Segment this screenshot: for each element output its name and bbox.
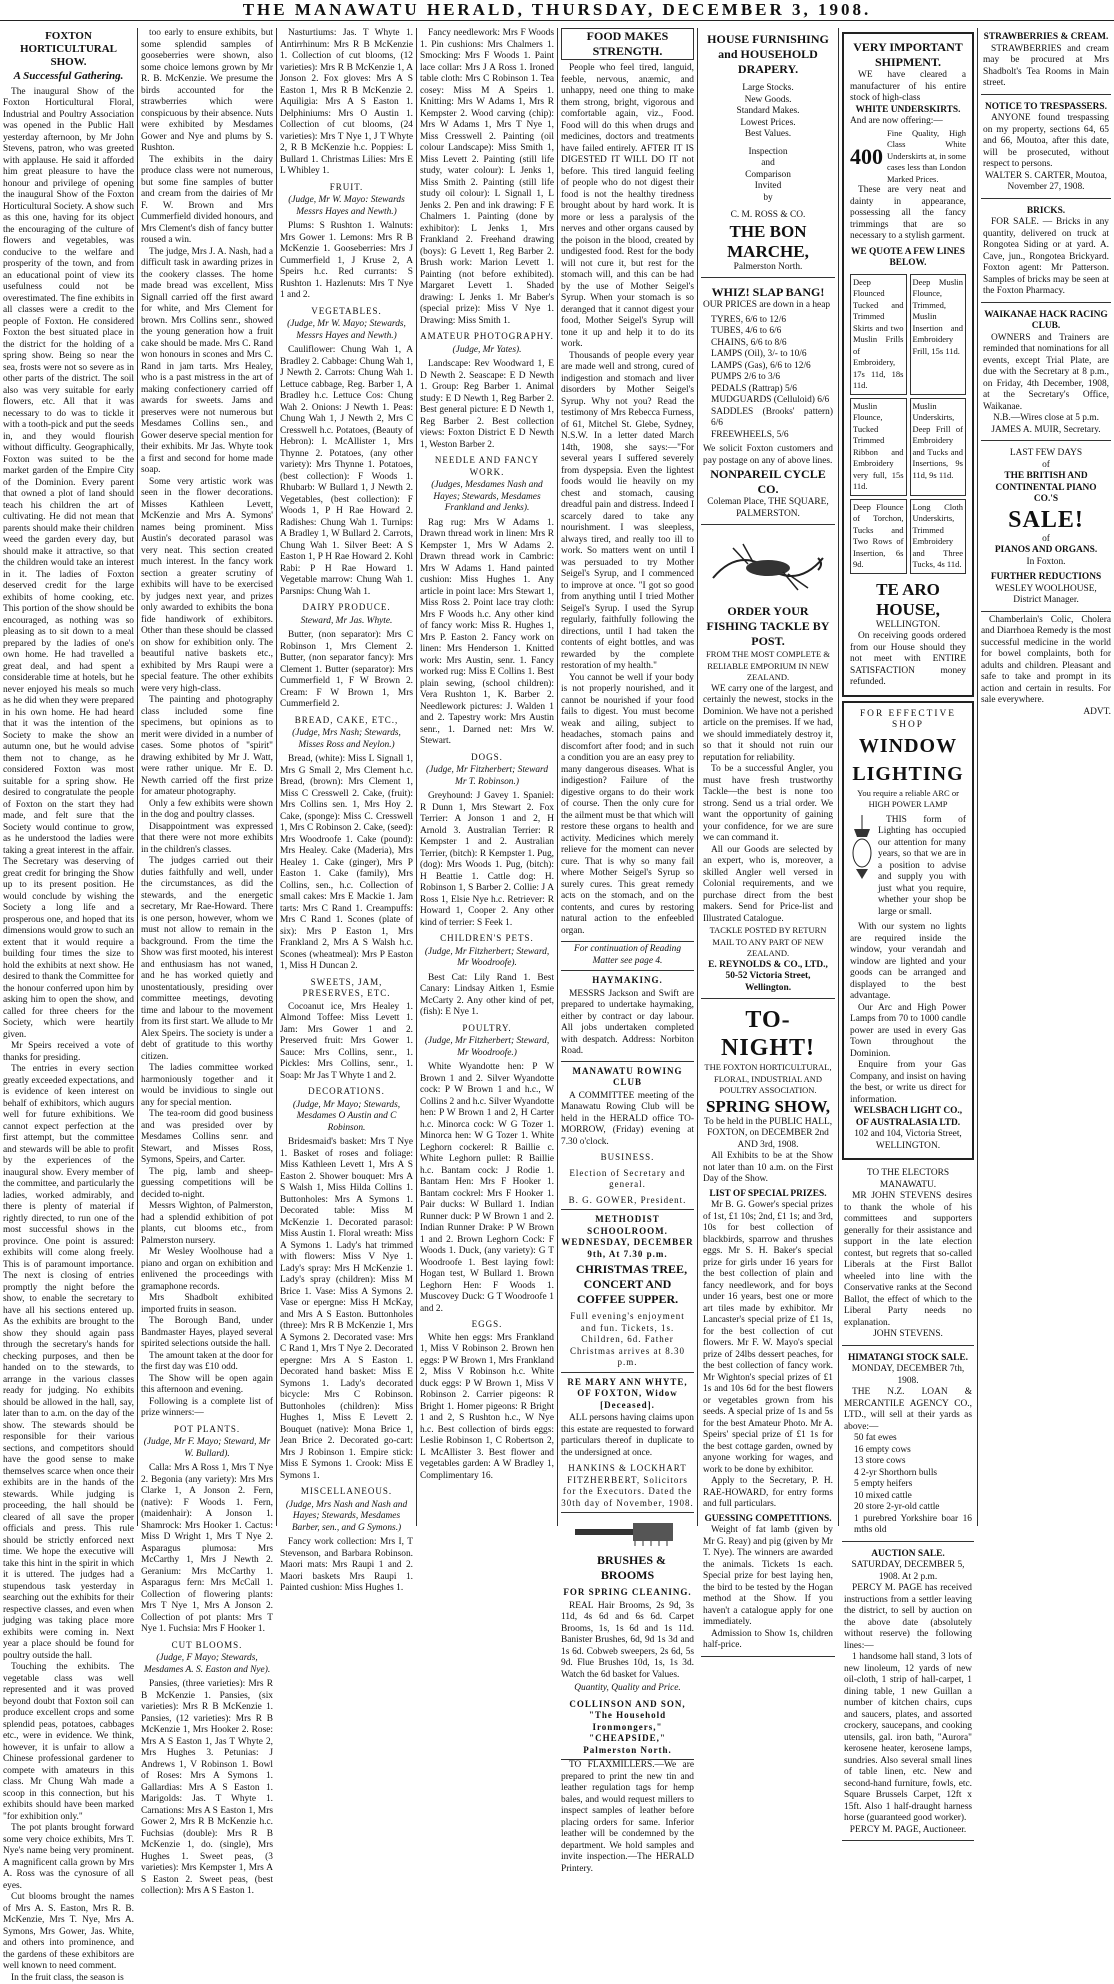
section-note: (Judge, Mrs Nash; Stewards, Misses Ross and Neylon.)	[280, 728, 413, 751]
article-paragraph: The tea-room did good business and was presided over by Mesdames Collins senr. and Stewart, and Misses Ross, Symons, Speirs, and Carter.	[141, 1109, 273, 1167]
ad-list-item: Standard Makes.	[703, 106, 833, 118]
ad-paragraph: MESSRS Jackson and Swift are prepared to undertake haymaking, either by contract or day labour. All jobs undertaken completed with despatch. Address: Norbiton Road.	[561, 989, 694, 1058]
ad-paragraph: On receiving goods ordered from our House should they not meet with ENTIRE SATISFACTION money refunded.	[850, 631, 966, 689]
ad-text: And are now offering:—	[850, 116, 966, 128]
piano-sale-advert	[981, 444, 1111, 612]
article-paragraph: The pot plants brought forward some very choice exhibits, Mrs T. Nye's name being very prominent. A magnificent calla grown by Mrs A. Ross was the cynosure of all eyes.	[3, 1823, 134, 1892]
article-paragraph: The amount taken at the door for the first day was £10 odd.	[141, 1351, 273, 1374]
column-6	[698, 28, 838, 1526]
strawberries-notice	[981, 28, 1111, 95]
price-list-item: FREEWHEELS, 5/6	[711, 430, 833, 442]
ad-paragraph: Mr B. G. Gower's special prizes of 1st, £1 10s; 2nd, £1 1s; and 3rd, 10s for best collection of blackbirds, sparrow and thrushes eggs. Mr S. H. Baker's special prize for girls under 16 years for the best collection of plain and fancy needlework, and for boys under 16 years, best one or more art tiles made by exhibitor. Mr Lancaster's special prize of £1 1s, for the best collection of cut flowers. Mr F. W. Mayo's special prize of 24lbs dessert peaches, for the best collection of fancy work. Mr Wighton's special prizes of £1 1s and 10s 6d for the best flowers or vegetables grown from his seeds. A special prize of 1s and 5s for the best Amateur Photo. Mr A. Speirs' special prize of £1 1s for the best cottage garden, owned by anyone working for wages, and work to be done by exhibitor.	[703, 1200, 833, 1476]
price-list-item: CHAINS, 6/6 to 8/6	[711, 338, 833, 350]
article-paragraph: Disappointment was expressed that there were not more exhibits in the children's classes.	[141, 822, 273, 857]
column-5	[558, 28, 697, 1526]
ad-list-item: by	[703, 193, 833, 205]
ad-subheading: LIST OF SPECIAL PRIZES.	[703, 1189, 833, 1201]
prize-list: Plums: S Rushton 1. Walnuts: Mrs Gower 1. Lemons: Mrs R B McKenzie 1. Gooseberries: Mrs J Cummerfield 1, J Kruse 2, A Speirs h.c. Red currants: S Rushton 1. Hazlenuts: Mrs T Nye 1 and 2.	[280, 221, 413, 302]
stock-list-item: 1 purebred Yorkshire boar 16 mths old	[854, 1514, 972, 1537]
prize-list: Fancy needlework: Mrs F Woods 1. Pin cushions: Mrs Chalmers 1. Smocking: Mrs F Woods 1. Paint lace collar: Mrs J A Ross 1. Ironed table cloth: Mrs C Robinson 1. Tea cosey: Miss M A Speirs 1. Knitting: Mrs W Adams 1, Mrs R Kempster 2. Wood carving (chip): Mrs W Adams 1, Mrs T Nye 1, Miss Cresswell 2. Painting (oil colour Landscape): Miss Smith 1, Miss Levett 2. Painting (still life study, water colour): L Jenks 1, Miss Smith 2. Painting (still life study oil colour): L Signall 1, L Jenks 2. Pen and ink drawing: F E Chalmers 1. Painting (done by exhibitor): L Jenks 1, Mrs Frankland 2. Freehand drawing (boys): G Levett 1, Reg Barber 2. Brush work: Marion Levett 1. Painting (not before exhibited). Margaret Levett 1. Shaded drawing: L Jenks 1. Mr Baber's (special prize): Miss V Nye 1. Drawing: Miss Smith 1.	[420, 28, 554, 327]
ad-firm: C. M. ROSS & CO.	[703, 210, 833, 222]
article-paragraph: In the fruit class, the season is	[3, 1973, 134, 1984]
ad-paragraph: Enquire from your Gas Company, and insist on having the best, or write us direct for information.	[850, 1060, 966, 1106]
prize-list: Butter, (non separator): Mrs C Robinson 1, Mrs Clement 2. Butter, (non separator fancy): Mrs Clement 1. Butter (separator): Mrs Cummerfield 1, F W Brown 2. Cream: F W Brown 1, Mrs Cummerfield 2.	[280, 630, 413, 711]
ad-paragraph: With our system no lights are required inside the window, your verandah and window are lighted and your goods can be arranged and displayed to the best advantage.	[850, 922, 966, 1003]
price-list-item: TUBES, 4/6 to 6/6	[711, 326, 833, 338]
ad-heading: FOOD MAKES STRENGTH.	[561, 28, 694, 60]
ad-list-item: Lowest Prices.	[703, 118, 833, 130]
ad-paragraph: Weight of fat lamb (given by Mr G. Reay) and pig (given by Mr T. Nye). The winners are awarded the animals. Tickets 1s each. Special prize for best laying hen, the bird to be tested by the Hogan method at the Show. If you haven't a catalogue apply for one immediately.	[703, 1525, 833, 1629]
section-heading: EGGS.	[420, 1319, 554, 1331]
section-note: Steward, Mr Jas. Whyte.	[280, 616, 413, 628]
section-note: (Judge, Mr F. Mayo; Steward, Mr W. Bullard).	[141, 1437, 273, 1460]
column-8	[978, 28, 1114, 1526]
ad-subheading: WHITE UNDERSKIRTS.	[850, 105, 966, 117]
ad-subheading: WE QUOTE A FEW LINES BELOW.	[850, 247, 966, 270]
section-heading: DOGS.	[420, 752, 554, 764]
stock-list-item: 13 store cows	[854, 1456, 972, 1468]
ad-paragraph: THIS form of Lighting has occupied our attention for many years, so that we are in a position to advise and supply you with just what you require, whether your shop be large or small.	[878, 815, 966, 919]
ad-paragraph: Admission to Show 1s, children half-price.	[703, 1629, 833, 1652]
ad-signature: COLLINSON AND SON, "The Household Ironmongers," "CHEAPSIDE," Palmerston North.	[561, 1699, 694, 1757]
ad-heading: STRAWBERRIES & CREAM.	[983, 32, 1109, 44]
article-paragraph: Mr Wesley Woolhouse had a piano and organ on exhibition and enlivened the proceedings with gramaphone records.	[141, 1247, 273, 1293]
price-list-item: PEDALS (Rattrap) 5/6	[711, 384, 833, 396]
ad-paragraph: All our Goods are selected by an expert, who is, moreover, a skilled Angler well versed in Colonial requirements, and we purchase direct from the best makers. Send for Price-list and Illustrated Catalogue.	[703, 845, 833, 926]
ad-text: OUR PRICES are down in a heap	[703, 300, 833, 312]
ad-paragraph: OWNERS and Trainers are reminded that nominations for all events, except Trial Plate, are due with the Secretary at 8 p.m., on Friday, 4th December, 1908, at the Secretary's Office, Waikanae.	[983, 333, 1109, 414]
ad-text: To be held in the PUBLIC HALL, FOXTON, on DECEMBER 2nd AND 3rd, 1908.	[703, 1117, 833, 1152]
ad-paragraph: These are very neat and dainty in appearance, possessing all the fancy trimmings that are so necessary to a stylish garment.	[850, 185, 966, 243]
column-3	[277, 28, 416, 1526]
section-heading: FRUIT.	[280, 182, 413, 194]
fishing-advert	[701, 528, 835, 999]
article-paragraph: The painting and photography class included some fine specimens, but opinions as to merit were divided in a number of cases. Some photos of "spirit" drawing exhibited by Mr J. Watt, were rather unique. Mr E. D. Newth carried off the first prize for amateur photography.	[141, 695, 273, 799]
article-paragraph: The Borough Band, under Bandmaster Hayes, played several spirited selections outside the hall.	[141, 1316, 273, 1351]
ad-heading: FURTHER REDUCTIONS	[983, 572, 1109, 584]
article-paragraph: Messrs Wighton, of Palmerston, had a splendid exhibition of pot plants, cut blooms etc., from Palmerston nursery.	[141, 1201, 273, 1247]
section-note: (Judge, Mr Fitzherbert; Steward, Mr Woodroofe.)	[420, 1036, 554, 1059]
section-note: (Judge, Mr Fitzherbert; Steward Mr T. Robinson.)	[420, 765, 554, 788]
ad-list-item: and	[703, 158, 833, 170]
article-paragraph: Cut blooms brought the names of Mrs A. S. Easton, Mrs R. B. McKenzie, Mrs T. Nye, Mrs A. Symons, Mrs Gower, Jas. White, and others into prominence, and the gardens of these exhibitors are well known to need comment.	[3, 1892, 134, 1973]
ad-heading: TO-NIGHT!	[703, 1006, 833, 1062]
ad-list-item: Inspection	[703, 147, 833, 159]
ad-paragraph: TO FLAXMILLERS.—We are prepared to print the new tin and leather regulation tags for hemp bales, and would request millers to inspect samples of leather before placing orders for same. Inferior leather will be condemned by the department. We hold samples and invite inspection.—The HERALD Printery.	[561, 1760, 694, 1875]
section-heading: CHILDREN'S PETS.	[420, 933, 554, 945]
ad-signature: WESLEY WOOLHOUSE,	[983, 584, 1109, 596]
ad-subheading: FOR SPRING CLEANING.	[561, 1587, 694, 1599]
ad-paragraph: THE N.Z. LOAN & MERCANTILE AGENCY CO., LTD., will sell at their yards as above:—	[844, 1387, 972, 1433]
ad-heading: WINDOW	[850, 732, 966, 760]
ad-heading: RE MARY ANN WHYTE, OF FOXTON, Widow [Deceased].	[561, 1377, 694, 1412]
ad-tag: ADVT.	[981, 707, 1111, 719]
ad-text: N.B.—Wires close at 5 p.m.	[983, 413, 1109, 425]
price-list-item: PUMPS 2/6 to 3/6	[711, 372, 833, 384]
prize-list: White hen eggs: Mrs Frankland 1, Miss V Robinson 2. Brown hen eggs: P W Brown 1, Mrs Frankland 2, Miss V Robinson h.c. White duck eggs: P W Brown 1, Miss V Robinson 2. Carrier pigeons: R Bright 1. Homer pigeons: R Bright 1 and 2, S Rushton h.c., W Nye h.c. Best collection of birds eggs: Leslie Robinson 1, C Robertson 2, L McAllister 3. Best flower and vegetables garden: A W Bradley 1, Complimentary 16.	[420, 1333, 554, 1483]
ad-list-item: Best Values.	[703, 129, 833, 141]
ad-shop-name: THE BON MARCHE,	[703, 222, 833, 262]
stock-sale-notice	[842, 1349, 974, 1542]
broom-icon	[573, 1519, 683, 1547]
section-note: (Judge, Mr Yates).	[420, 345, 554, 357]
price-cell: Deep Flounce of Torchon, Tucks and Two Rows of Insertion, 6s 9d.	[850, 499, 907, 574]
price-list-item: SADDLES (Brooks' pattern) 6/6	[711, 407, 833, 430]
ad-heading: SALE!	[983, 506, 1109, 534]
ad-heading: METHODIST SCHOOLROOM. WEDNESDAY, DECEMBER 9th, At 7.30 p.m.	[561, 1214, 694, 1260]
ad-paragraph: PERCY M. PAGE has received instructions from a settler leaving the district, to sell by auction on the above date (absolutely without reserve) the following lines:—	[844, 1583, 972, 1652]
ad-heading: HIMATANGI STOCK SALE.	[844, 1353, 972, 1365]
ad-paragraph: To be a successful Angler, you must have fresh trustworthy Tackle—the best is none too strong. Send us a trial order. We want the opportunity of gaining your confidence, for we are sure we can command it.	[703, 764, 833, 845]
ad-heading: ORDER YOUR FISHING TACKLE BY POST.	[703, 604, 833, 649]
section-heading: POT PLANTS.	[141, 1424, 273, 1436]
ad-heading: PIANOS AND ORGANS.	[983, 545, 1109, 557]
ad-heading: VERY IMPORTANT SHIPMENT.	[850, 40, 966, 70]
ad-heading: BRUSHES & BROOMS	[561, 1553, 694, 1583]
prize-list: Calla: Mrs A Ross 1, Mrs T Nye 2. Begonia (any variety): Mrs Mrs Clarke 1, A Jonson 2. Fern, (native): F Woods 1. Fern, (maidenhair): A Jonson 1. Shamrock: Mrs Hooker 1. Cactus: Miss D Wright 1, Mrs T Nye 2. Asparagus plumosa: Mrs McCarthy 1, Mrs J Newth 2. Geranium: Mrs McCarthy 1. Asparagus fern: Mrs McCall 1. Collection of flowering plants: Mrs T Nye 1, Mrs A Jonson 2. Collection of pot plants: Mrs T Nye 1. Fuchsia: Mrs F Hooker 1.	[141, 1463, 273, 1636]
ad-text: of	[983, 460, 1109, 472]
article-paragraph: The judge, Mrs J. A. Nash, had a difficult task in awarding prizes in the cookery classes. The home made bread was excellent, Miss Signall carried off the first award for white, and Mrs Clement for brown. Mrs Collins senr., showed the young generation how a fruit cake should be made. Mrs C. Rand won honours in scones and Mrs C. Rand in jam tarts. Mrs Healey, who is a past mistress in the art of making confectionery carried off awards for sweets. Jams and preserves were not numerous but Mesdames Collins sen., and Gower deserve special mention for their exhibits. Mr Jas. Whyte took a first and second for home made soap.	[141, 247, 273, 477]
ad-heading: BRICKS.	[983, 206, 1109, 218]
section-heading: AMATEUR PHOTOGRAPHY.	[420, 331, 554, 343]
ad-heading: WAIKANAE HACK RACING CLUB.	[983, 310, 1109, 333]
prize-list: Nasturtiums: Jas. T Whyte 1. Antirrhinum: Mrs R B McKenzie 1. Collection of cut blooms, (12 varieties): Mrs R B McKenzie 1, A Jonson 2. Fox gloves: Mrs A S Easton 1, Mrs R B McKenzie 2. Aquiligia: Mrs A S Easton 1. Delphiniums: Mrs O Austin 1. Collection of cut blooms, (24 varieties): Mrs T Nye 1, J T Whyte 2, R B McKenzie h.c. Poppies: L Bullard 1. Christmas Lilies: Mrs E L Whibley 1.	[280, 28, 413, 178]
section-heading: BREAD, CAKE, ETC.,	[280, 715, 413, 727]
ad-text: District Manager.	[983, 595, 1109, 607]
ad-text: LAST FEW DAYS	[983, 448, 1109, 460]
ad-heading: TO THE ELECTORS	[844, 1168, 972, 1180]
article-paragraph: The judges carried out their duties faithfully and well, under the circumstances, as did the stewards, and the energetic secretary, Mr Rae-Howard. There is one person, however, whom we must not allow to remain in the background. From the time the Show was first mooted, his interest and enthusiasm has not waned, and he has worked quietly and unostentatiously, presiding over committee meetings, devoting time and labour to the movement from its first start. We allude to Mr Alex Speirs. The society is under a debt of gratitude to this worthy citizen.	[141, 856, 273, 1063]
ad-text: Fine Quality, High Class White Underskirts at, in some cases less than London Marked Prices.	[887, 128, 966, 186]
article-paragraph: Mrs Shadbolt exhibited imported fruits in season.	[141, 1293, 273, 1316]
electors-notice	[842, 1164, 974, 1346]
article-paragraph: The Show will be open again this afternoon and evening.	[141, 1374, 273, 1397]
ad-paragraph: You cannot be well if your body is not properly nourished, and it cannot be nourished if your food fails to digest. You must become weak and ailing, subject to headaches, stomach pains and discomfort after food; and in such a condition you are an easy prey to many dangerous diseases. What is indigestion? Failure of the digestive organs to do their work of course. Then the only cure for the ailment must be that which will restore these organs to health and activity. Medicines which merely relieve for the moment can never cure. That is why so many fail where Mother Seigel's Syrup so surely cures. This great remedy acts on the stomach, and on the contents, and cures by restoring natural action to the enfeebled organ.	[561, 673, 694, 938]
continuation-note: For continuation of Reading Matter see page 4.	[561, 944, 694, 967]
cycle-advert	[701, 281, 835, 525]
ad-heading: THE BRITISH AND CONTINENTAL PIANO CO.'S	[983, 471, 1109, 506]
ad-town: Palmerston North.	[703, 262, 833, 274]
article-paragraph: Mr Speirs received a vote of thanks for presiding.	[3, 1041, 134, 1064]
ad-heading: FOR EFFECTIVE	[850, 709, 966, 721]
ad-signature: PERCY M. PAGE, Auctioneer.	[844, 1825, 972, 1837]
lighting-advert	[842, 701, 974, 1161]
racing-notice	[981, 306, 1111, 442]
ad-date: MONDAY, DECEMBER 7th, 1908.	[844, 1364, 972, 1387]
ad-heading: MANAWATU.	[844, 1180, 972, 1192]
masthead: THE MANAWATU HERALD, THURSDAY, DECEMBER 3, 1908.	[0, 0, 1114, 21]
ad-paragraph: People who feel tired, languid, feeble, nervous, anæmic, and unhappy, need one thing to make them strong, bright, vigorous and comfortable again, viz., Food. Food will do this when drugs and medicines, doctors and treatments have failed entirely. AFTER IT IS DIGESTED IT WILL DO IT not before. This tired languid feeling of people who do not digest their food is not the healthy tiredness brought about by hard work. It is more or less a paralysis of the nerves and other organs caused by the poison in the blood, created by undigested food. Rest for the body will not cure it, but rest for the stomach will, and this can be had by the use of Mother Seigel's Syrup. When your stomach is so deranged that it cannot digest your food, Mother Seigel's Syrup will tone it up and help it to do its work.	[561, 63, 694, 351]
ad-heading: SHOP	[850, 720, 966, 732]
column-2	[138, 28, 276, 1526]
price-list-item: LAMPS (Gas), 6/6 to 12/6	[711, 361, 833, 373]
price-cell: Deep Muslin Flounce, Trimmed, Muslin Insertion and Embroidery Frill, 15s 11d.	[910, 274, 967, 395]
ad-heading: HOUSE FURNISHING and HOUSEHOLD DRAPERY.	[703, 32, 833, 77]
section-note: (Judge, Mr W. Mayo: Stewards Messrs Hayes and Newth.)	[280, 195, 413, 218]
article-paragraph: Touching the exhibits. The vegetable class was well represented and it was proved beyond doubt that Foxton soil can produce excellent crops and some splendid peas, potatoes, cabbages etc., were in evidence. We think, however, it is unfair to allow a Chinese professional gardener to compete with amateurs in this class. Mr Chung Wah made a scoop in this connection, but his exhibits should have been marked "for exhibition only."	[3, 1662, 134, 1823]
ad-list-item: Large Stocks.	[703, 83, 833, 95]
spring-show-advert	[701, 1002, 835, 1657]
ad-paragraph: Thousands of people every year are made well and strong, cured of indigestion and stomach and liver disorders by Mother Seigel's Syrup. Why not you? Read the testimony of Mrs Rebecca Furness, of 61, Mitchel St. Glebe, Sydney, N.S.W. In a letter dated March 14th, 1908, she says:—"For several years I suffered severely from dyspepsia. Even the lightest foods would lie heavily on my chest and stomach, causing dreadful pain and distress. Indeed I scarcely dared to take any nourishment. I was sleepless, always tired, and really too ill to work. So matters went on until I was persuaded to try Mother Seigel's Syrup, and I commenced to improve at once. "I got so good from anything until I tried Mother Seigel's Syrup. I used the Syrup regularly, faithfully following the directions, until I had taken the contents of eight bottles, and was rewarded by the complete restoration of my health."	[561, 351, 694, 673]
ad-paragraph: WE carry one of the largest, and certainly the newest, stocks in the Dominion. We have not a perished article on the premises. If we had, we should immediately destroy it, so that it should not ruin our reputation for reliability.	[703, 684, 833, 765]
ad-date: SATURDAY, DECEMBER 5, 1908. At 2 p.m.	[844, 1560, 972, 1583]
article-paragraph: The exhibits in the dairy produce class were not numerous, but some fine samples of butter and cream from the dairies of Mr F. W. Brown and Mrs Cummerfield divided honours, and Mrs Clement's dish of fancy butter roused a win.	[141, 155, 273, 247]
ad-subheading: FROM THE MOST COMPLETE & RELIABLE EMPORIUM IN NEW ZEALAND.	[703, 649, 833, 684]
ad-text: of	[983, 534, 1109, 546]
section-note: (Judges, Mesdames Nash and Hayes; Stewards, Mesdames Frankland and Jenks).	[420, 480, 554, 515]
section-heading: NEEDLE AND FANCY WORK.	[420, 455, 554, 478]
stock-list-item: 5 empty heifers	[854, 1479, 972, 1491]
section-note: (Judge, Mr Mayo; Stewards, Mesdames O Austin and C Robinson.	[280, 1100, 413, 1135]
stock-list-item: 4 2-yr Shorthorn bulls	[854, 1468, 972, 1480]
section-heading: POULTRY.	[420, 1023, 554, 1035]
ad-subheading: GUESSING COMPETITIONS.	[703, 1514, 833, 1526]
price-cell: Muslin Flounce, Tucked Trimmed Ribbon and Embroidery very full, 15s 11d.	[850, 398, 907, 496]
stock-list-item: 16 empty cows	[854, 1445, 972, 1457]
stock-list-item: 20 store 2-yr-old cattle	[854, 1502, 972, 1514]
column-4	[417, 28, 557, 1526]
ad-signature: WALTER S. CARTER, Moutoa, November 27, 1908.	[983, 171, 1109, 194]
auction-notice	[842, 1545, 974, 1842]
price-list-item: MUDGUARDS (Celluloid) 6/6	[711, 395, 833, 407]
ad-heading: WHIZ! SLAP BANG!	[703, 285, 833, 300]
fishing-fly-icon	[708, 538, 828, 598]
section-heading: VEGETABLES.	[280, 306, 413, 318]
article-paragraph: The entries in every section greatly exceeded expectations, and is evidence of keen interest on behalf of exhibitors, which augurs well for future exhibitions. We cannot expect perfection at the first attempt, but the committee and stewards will be able to profit by the experiences of the inaugural show. Every member of the committee, and particularly the ladies, worked admirably, and there is plenty of material if rightly directed, to run one of the most successful shows in the province. One point is assured: exhibits will come along freely. This is of paramount importance. The next is closing of entries promptly the night before the show, to enable the secretary to have all his sections entered up. As the exhibits are brought to the show they should again pass through the secretary's hands for checking purposes, and then be handed on to the stewards, to arrange in the various classes ready for judging. No exhibits should be allowed in the hall, say, later than to a.m. on the day of the show. The stewards should be responsible for their various sections, and competitors should have the good sense to make themselves scarce when once their exhibits are in the hands of the stewards. While judging is proceeding, the hall should be cleared of all save the proper officials and press. This rule should be strictly enforced next time. We hope the executive will take this hint in the spirit in which it is uttered. The judges had a stupendous task yesterday in searching out the exhibits for their respective classes, and even when judging was taking place more exhibits were coming in. Next year a place should be found for poultry outside the hall.	[3, 1064, 134, 1662]
ad-firm: WELSBACH LIGHT CO., OF AUSTRALASIA LTD.	[850, 1106, 966, 1129]
ad-subheading: BUSINESS.	[561, 1152, 694, 1164]
prize-list: Bread, (white): Miss L Signall 1, Mrs G Small 2, Mrs Clement h.c. Bread, (brown): Mrs Clement 1, Miss C Cresswell 2. Cake, (fruit): Mrs Collins sen. 1, Mrs Hoy 2. Cake, (sponge): Miss C. Cresswell 1, Mrs C Robinson 2. Cake, (seed): Mrs Woodroofe 1. Cake (pound): Mrs Healey. Cake (Maderia), Mrs Healey 1. Cake (ginger), Mrs P Easton 1. Cake (family), Mrs Collins, sen., h.c. Collection of small cakes: Mrs E Mackie 1. Jam tarts: Mrs C Rand 1. Creampuffs: Mrs C Rand 1. Scones (plate of six): Mrs P Easton 1, Mrs Frankland 2, Mrs A S Walsh h.c. Scones (wheatmeal): Mrs P Easton 1, Miss H Duncan 2.	[280, 754, 413, 973]
fishing-fly-illustration	[703, 538, 833, 598]
price-cell: Long Cloth Underskirts, Trimmed Embroidery and Three Tucks, 4s 11d.	[910, 499, 967, 574]
prize-list: Fancy work collection: Mrs I, T Stevenson, and Barbara Robinson. Maori mats: Mrs Raupi 1 and 2. Maori baskets Mrs Raupi 1. Painted cushion: Miss Hughes 1.	[280, 1537, 413, 1595]
ad-list-item: New Goods.	[703, 95, 833, 107]
trespass-notice	[981, 98, 1111, 199]
prize-list: Best Cat: Lily Rand 1. Best Canary: Lindsay Aitken 1, Esmie McCarty 2. Any other kind of pet, (fish): E Nye 1.	[420, 973, 554, 1019]
stock-list-item: 10 mixed cattle	[854, 1491, 972, 1503]
column-1	[0, 28, 137, 1526]
article-paragraph: The inaugural Show of the Foxton Horticultural Floral, Industrial and Poultry Association was opened in the Public Hall yesterday afternoon, by Mr John Stevens, patron, who was greeted with applause. He said it afforded him great pleasure to have the honour and privilege of opening the inaugural Show of the Foxton Horticultural Society. A show such as this one, having for its object the encouraging of the culture of flowers and vegetables, was conducive to the welfare and prosperity of the town, and from an educational point of view its usefulness could not be overestimated. The fine exhibits in all classes were a credit to the people of Foxton. He considered Foxton the best situated place in the district for the holding of a spring show. Being so near the sea, frosts were not so severe as in other parts of the district. The soil also was very suitable for early flowers, etc. All that it was necessary to do was to tickle it with a tooth-pick and put the seeds in, and they would flourish without difficulty. Geographically, Foxton was suited to be the market garden of the Empire City of the Dominion. Every parent that owned a plot of land should teach his children the art of cultivating. He did not mean that parents should make their children weed the garden every day, but should make it attractive, so that the children would take an interest in it. The ladies of Foxton deserved credit for the large exhibits of home cooking, etc. This portion of the show should be encouraged, as nothing was so pleasing as to sit down to a meal prepared by the ladies of one's own home. He had travelled a great deal, and had spent a considerable time at hotels, but he never enjoyed his meals so much as he did when they were prepared in his own home. He had heard that it was the intention of the Society to make the show an autumn one, but he would advise them not to change, as he considered Foxton was most suitable for a spring show. He desired to congratulate the people of Foxton on the start they had made, and felt sure that the Society would continue to grow, as he understood the ladies were taking a great interest in the affair. The Secretary was deserving of great credit for bringing the Show up to its present position. He would conclude by wishing the Society a long life and a prosperous one, and hoped that its dimensions would grow to such an extent that it would require a building four times the size to hold the exhibits at next show. He desired to thank the Committee for the honour conferred upon him by asking him to open the show, and called for three cheers for the Society, which were heartily given.	[3, 87, 134, 1042]
ad-paragraph: Apply to the Secretary, P. H. RAE-HOWARD, for entry forms and full particulars.	[703, 1476, 833, 1511]
price-cell: Deep Flounced Tucked and Trimmed Skirts and two Muslin Frills of Embroidery, 17s 11d, 18s 11d.	[850, 274, 907, 395]
ad-heading: CHRISTMAS TREE, CONCERT AND COFFEE SUPPER.	[561, 1262, 694, 1307]
section-heading: DECORATIONS.	[280, 1086, 413, 1098]
ad-text: Full evening's enjoyment and fun. Tickets, 1s. Children, 6d. Father Christmas arrives at 8.30 p.m.	[561, 1311, 694, 1369]
prize-list: Greyhound: J Gavey 1. Spaniel: R Dunn 1, Mrs Stewart 2. Fox Terrier: A Jonson 1 and 2, H Arnold 3. Australian Terrier: R Kempster 1 and 2. Australian Terrier, (bitch): R Kempster 1. Pug, (dog): Mrs Woods 1. Pug, (bitch): H Beattie 1. Cattle dog: H. Robinson 1, S Barber 2. Collie: J A Ross 1, Elsie Nye h.c. Retriever: R Howard 1, Cooper 2. Any other kind of terrier: S Feek 1.	[420, 791, 554, 929]
price-list-item: LAMPS (Oil), 3/- to 10/6	[711, 349, 833, 361]
prize-list: Pansies, (three varieties): Mrs R B McKenzie 1. Pansies, (six varieties): Mrs R B McKenzie 1. Pansies, (12 varieties): Mrs R B McKenzie 1, Mrs Hooker 2. Rose: Mrs A S Easton 1, Jas T Whyte 2, Mrs Hughes 3. Petunias: J Andrews 1, V Robinson 1. Bowl of Roses: Mrs A Symons 1. Gallardias: Mrs A S Easton 1. Marigolds: Jas. T Whyte 1. Carnations: Mrs A S Easton 1, Mrs Gower 2, Mrs R B McKenzie h.c. Fuchsias (double): Mrs R B McKenzie 1, do. (single), Mrs Hughes 1. Sweet peas, (3 varieties): Mrs Kempster 1, Mrs A S Easton 2. Sweet peas, (best collection): Mrs A S Easton 1.	[141, 1679, 273, 1898]
prize-list: Cocoanut ice, Mrs Healey 1. Almond Toffee: Miss Levett 1. Jam: Mrs Gower 1 and 2. Preserved fruit: Mrs Gower 1. Sauce: Mrs Collins, senr., 1. Pickles: Mrs Collins, senr., 1. Soap: Mr Jas T Whyte 1 and 2.	[280, 1002, 413, 1083]
prize-list: White Wyandotte hen: P W Brown 1 and 2. Silver Wyandotte cock: P W Brown 1 and h.c., W Collins 2 and h.c. Silver Wyandotte hen: P W Brown 1 and 2, H Carter h.c. Minorca cock: W G Tozer 1. Minorca hen: W G Tozer 1. White Leghorn cockerel: R Baillie c. White Leghorn pullet: R Baillie h.c. Bantam cock: J Rodie 1. Bantam Hen: Mrs F Hooker 1. Bantam cockrel: Mrs F Hooker 1. Pair ducks: W Bullard 1. Indian Runner duck: P W Brown 1 and 2. Indian Runner Drake: P W Brown 1 and 2. Brown Leghorn Cock: F Woods 1. Duck, (any variety): G T Woodroofe 1. Best laying fowl: Hogan test, W Bullard 1. Brown Leghorn Hen: F Woods 1. Muscovey Duck: G T Woodroofe 1 and 2.	[420, 1062, 554, 1315]
ad-text: TACKLE POSTED BY RETURN MAIL TO ANY PART OF NEW ZEALAND.	[703, 925, 833, 960]
ad-paragraph: WE have cleared a manufacturer of his entire stock of high-class	[850, 70, 966, 105]
ad-signature: JAMES A. MUIR, Secretary.	[983, 425, 1109, 437]
section-note: (Judge, Mr W. Mayo; Stewards, Messrs Hayes and Newth.)	[280, 319, 413, 342]
ad-paragraph: MR JOHN STEVENS desires to thank the whole of his committees and supporters generally for their assistance and support in the late election contest, but regrets that so-called Liberals at the First Ballot wheeled into line with the Conservative ranks at the Second Ballot, the effect of which to the Liberal Party needs no explanation.	[844, 1191, 972, 1329]
ad-signature: HANKINS & LOCKHART FITZHERBERT, Solicitors for the Executors. Dated the 30th day of November, 1908.	[561, 1463, 694, 1509]
ad-list-item: Invited	[703, 181, 833, 193]
ad-text: In Foxton.	[983, 557, 1109, 569]
ad-paragraph: ANYONE found trespassing on my property, sections 64, 65 and 66, Moutoa, after this date, will be prosecuted, without respect to persons.	[983, 113, 1109, 171]
ad-paragraph: Our Arc and High Power Lamps from 70 to 1000 candle power are used in every Gas Town throughout the Dominion.	[850, 1003, 966, 1061]
prize-list: Cauliflower: Chung Wah 1, A Bradley 2. Cabbage: Chung Wah 1, J Newth 2. Carrots: Chung Wah 1. Lettuce cabbage, Reg. Barber 1, A Bradley h.c. Lettuce Cos: Chung Wah 2. Onions: J Newth 1. Peas: Chung Wah 1, J Newth 2, Mrs C Cresswell h.c. Potatoes, (Beauty of Hebron): I. McAllister 1, Mrs Thynne 2. Potatoes, (any other variety): Mrs Thynne 1. Potatoes, (best collection): F Woods 1. Rhubarb: W Bullard 1, J Newth 2. Vegetables, (best collection): F Woods 1, P H Rae Howard 2. Radishes: Chung Wah 1. Turnips: A Bradley 1, W Bullard 2. Carrots, Chung Wah 1. Silver Beet: A S Easton 1, P H Rae Howard 2. Kohl Rabi: P H Rae Howard 1. Vegetable marrow: Chung Wah 1. Parsnips: Chung Wah 1.	[280, 345, 413, 598]
ad-signature: B. G. GOWER, President.	[561, 1195, 694, 1207]
ad-town: WELLINGTON.	[850, 620, 966, 632]
section-heading: SWEETS, JAM, PRESERVES, ETC.	[280, 977, 413, 1000]
ad-paragraph: STRAWBERRIES and cream may be procured at Mrs Shadbolt's Tea Rooms in Main street.	[983, 44, 1109, 90]
ad-text: Election of Secretary and general.	[561, 1168, 694, 1191]
ad-text: We solicit Foxton customers and pay postage on any of above lines.	[703, 444, 833, 467]
ad-heading: AUCTION SALE.	[844, 1549, 972, 1561]
section-note: (Judge, Mrs Nash and Nash and Hayes; Stewards, Mesdames Barber, sen., and G Symons.)	[280, 1500, 413, 1535]
ad-firm: E. REYNOLDS & CO., LTD., 50-52 Victoria Street, Wellington.	[703, 960, 833, 995]
ad-paragraph: ALL persons having claims upon this estate are requested to forward particulars thereof in duplicate to the undersigned at once.	[561, 1413, 694, 1459]
ad-heading: LIGHTING	[850, 760, 966, 788]
section-note: (Judge, Mr Fitzherbert; Steward, Mr Woodroofe).	[420, 947, 554, 970]
broom-illustration	[561, 1519, 694, 1547]
ad-text: Quantity, Quality and Price.	[561, 1683, 694, 1695]
ad-list-item: Comparison	[703, 170, 833, 182]
ad-heading: NOTICE TO TRESPASSERS.	[983, 102, 1109, 114]
lamp-icon	[850, 815, 874, 885]
ad-address: 102 and 104, Victoria Street, WELLINGTON.	[850, 1129, 966, 1152]
ross-advert	[701, 28, 835, 278]
ad-heading: MANAWATU ROWING CLUB	[561, 1066, 694, 1089]
ad-address: Coleman Place, THE SQUARE, PALMERSTON.	[703, 497, 833, 520]
ad-paragraph: FOR SALE. — Bricks in any quantity, delivered on truck at Rongotea Siding or at yard. A. Cave, jun., Rongotea Brickyard. Foxton agent: Mr Patterson. Samples of bricks may be seen at the Foxton Pharmacy.	[983, 217, 1109, 298]
article-paragraph: Only a few exhibits were shown in the dog and poultry classes.	[141, 799, 273, 822]
section-heading: MISCELLANEOUS.	[280, 1486, 413, 1498]
ad-number: 400	[850, 151, 883, 163]
ad-heading: SPRING SHOW,	[703, 1097, 833, 1117]
stock-list-item: 50 fat ewes	[854, 1433, 972, 1445]
ad-subheading: THE FOXTON HORTICULTURAL, FLORAL, INDUSTRIAL AND POULTRY ASSOCIATION.	[703, 1062, 833, 1097]
ad-paragraph: 1 handsome hall stand, 3 lots of new linoleum, 12 yards of new oil-cloth, 1 strip of hall-carpet, 1 dining table, 1 new Guillan a number of kitchen chairs, cups and saucers, plates, and assorted crockery, saucepans, and cooking utensils, gal. iron bath, "Aurora" kerosene heater, kerosene lamps, sundries. Also several small lines of table linen, etc. New and second-hand furniture, fowls, etc. Square Brussels Carpet, 12ft x 15ft. Also 1 half-draught harness horse (guaranteed good worker).	[844, 1652, 972, 1825]
column-7	[839, 28, 977, 1526]
underskirt-advert	[842, 32, 974, 697]
ad-signature: JOHN STEVENS.	[844, 1329, 972, 1341]
ad-paragraph: All Exhibits to be at the Show not later than 10 a.m. on the First Day of the Show.	[703, 1151, 833, 1186]
ad-text: You require a reliable ARC or HIGH POWER LAMP	[850, 788, 966, 811]
article-paragraph: The ladies committee worked harmoniously together and it would be invidious to single out any for special mention.	[141, 1063, 273, 1109]
prize-list: Rag rug: Mrs W Adams 1. Drawn thread work in linen: Mrs R Kempster 1, Mrs W Adams 2. Drawn thread work in Cambric: Mrs W Adams 1. Hand painted cushion: Miss Hughes 1. Any article in point lace: Mrs Stewart 1, Miss Ross 2. Point lace tray cloth: Mrs F Woods h.c. Any other kind of fancy work: Miss R. Hughes 1, Mrs P. Easton 2. Fancy work on linen: Mrs Henderson 1. Knitted work: Mrs Austin, senr. 1. Fancy worked rug: Miss E Collins 1. Best plain sewing, (school children): Vera Rushton 1, K. Barber 2. Needlework pictures: J. Walden 1 and 2. Tapestry work: Mrs Austin senr., 1. Darned net: Mrs W. Stewart.	[420, 518, 554, 748]
article-paragraph: Following is a complete list of prize winners:—	[141, 1397, 273, 1420]
section-heading: CUT BLOOMS.	[141, 1640, 273, 1652]
article-heading: FOXTON HORTICULTURAL SHOW.	[3, 30, 134, 69]
article-paragraph: Some very artistic work was seen in the flower decorations. Misses Kathleen Levett, McKenzie and Mrs A. Symons' names being prominent. Miss Austin's decorated parasol was very neat. This section created much interest. In the fancy work section a greater scrutiny of exhibits will have to be exercised by judges next year, and prizes only awarded to exhibits the bona fide handiwork of exhibitors. Other than these should be classed on show for exhibition only. The beautiful native baskets etc., exhibited by Mrs Raupi were a special feature. The other exhibits were very high-class.	[141, 477, 273, 696]
article-subheading: A Successful Gathering.	[3, 71, 134, 83]
ad-heading: HAYMAKING.	[561, 975, 694, 987]
bricks-notice	[981, 202, 1111, 303]
article-paragraph: The pig, lamb and sheep-guessing competitions will be decided to-night.	[141, 1167, 273, 1202]
price-cell: Muslin Underskirts, Deep Frill of Embroidery and Tucks and Insertions, 9s 11d, 9s 11d.	[910, 398, 967, 496]
ad-firm: NONPAREIL CYCLE CO.	[703, 467, 833, 497]
ad-paragraph: Chamberlain's Colic, Cholera and Diarrhoea Remedy is the most successful medicine in the world for bowel complaints, both for adults and children. Pleasant and safe to take and prompt in its action and certain in results. For sale everywhere.	[981, 615, 1111, 707]
section-heading: DAIRY PRODUCE.	[280, 602, 413, 614]
prize-list: Landscape: Rev Woodward 1, E D Newth 2. Seascape: E D Newth 1. Group: Reg Barber 1. Animal study: E D Newth 1, Reg Barber 2. Best general picture: E D Newth 1, Reg Barber 2. Best collection views: Foxton District E D Newth 1, Weston Barber 2.	[420, 359, 554, 451]
article-paragraph: too early to ensure exhibits, but some splendid samples of gooseberries were shown, also some choice lemons grown by Mr R. B. McKenzie. We presume the birds accounted for the strawberries which were conspicuous by their absence. Nuts were exhibited by Mesdames Gower and Nye and plums by S. Rushton.	[141, 28, 273, 155]
ad-shop-name: TE ARO HOUSE,	[850, 580, 966, 620]
ad-paragraph: A COMMITTEE meeting of the Manawatu Rowing Club will be held in the HERALD office TO-MORROW, (Friday) evening at 7.30 o'clock.	[561, 1091, 694, 1149]
prize-list: Bridesmaid's basket: Mrs T Nye 1. Basket of roses and foliage: Miss Kathleen Levett 1, Mrs A S Easton 2. Shower bouquet: Mrs A S Walsh 1, Miss Hilda Collins 1. Buttonholes: Mrs A Symons 1. Decorated table: Miss M McKenzie 1. Decorated parasol: Miss Austin 1. Floral wreath: Miss A Symons 1. Lady's hat trimmed with flowers: Miss V Nye 1. Lady's spray: Mrs H McKenzie 1. Lady's spray (children): Miss M Brice 1. Vase: Miss A Symons 2. Vase or epergne: Miss H McKay, and Mrs A S Easton. Buttonholes (three): Mrs R B McKenzie 1, Mrs A Symons 2. Decorated vase: Mrs C Rand 1, Mrs T Nye 2. Decorated epergne: Mrs A S Easton 1. Decorated hand basket: Miss E Symons 1. Lady's decorated bicycle: Mrs C Robinson. Buttonholes (children): Miss Hughes 1, Miss E Levett 2. Bouquet (native): Mona Brice 1, Jean Brice 2. Decorated go-cart: Mrs J Robinson 1. Empire stick: Miss E Symons 1. Crook: Miss E Symons 1.	[280, 1137, 413, 1482]
price-list-item: TYRES, 6/6 to 12/6	[711, 315, 833, 327]
ad-paragraph: REAL Hair Brooms, 2s 9d, 3s 11d, 4s 6d and 6s 6d. Carpet Brooms, 1s, 1s 6d and 1s 11d. Banister Brushes, 6d, 9d 1s 3d and 1s 6d. Cobweb sweepers, 2s 6d, 5s 9d. Flue Brushes 10d, 1s, 1s 3d. Watch the 6d basket for Values.	[561, 1601, 694, 1682]
section-note: (Judge, F Mayo; Stewards, Mesdames A. S. Easton and Nye).	[141, 1653, 273, 1676]
